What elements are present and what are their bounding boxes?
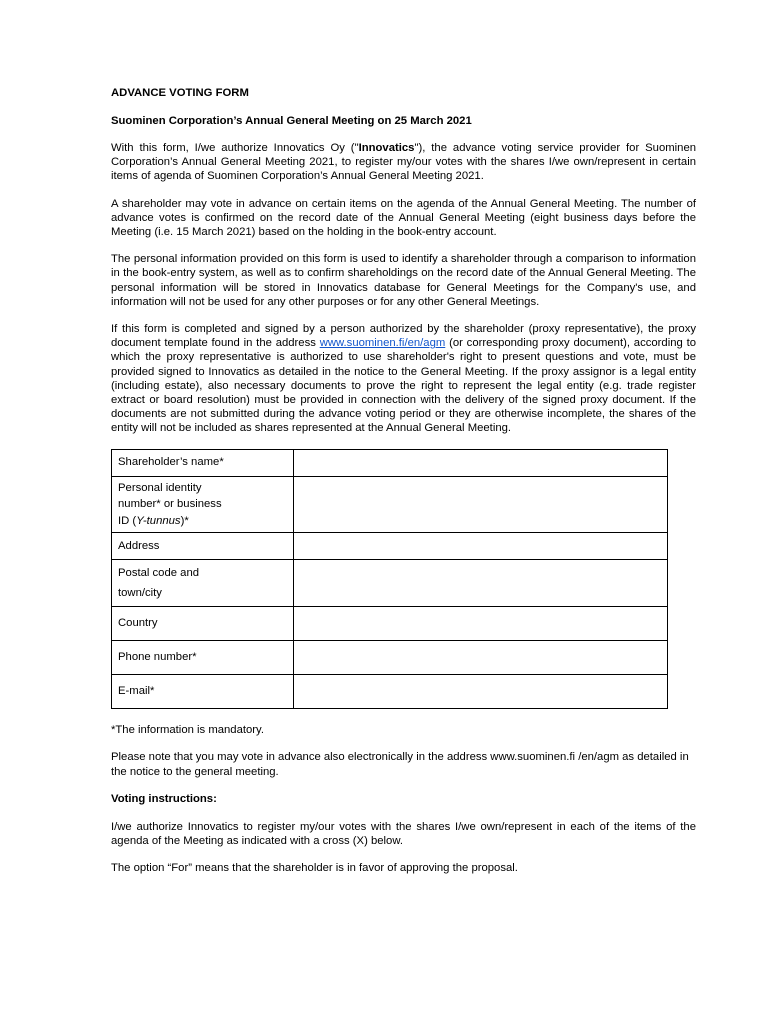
personal-info-paragraph: The personal information provided on this form is used to identify a shareholder through a comparison to information in the book-entry system, as well as to confirm shareholdings on the record date of the Annual General Meeting. The personal information will be stored in Innovatics database for General Meetings for the Company's use, and information will not be used for any other purposes or for any other General Meetings. — [111, 253, 696, 308]
agm-link[interactable]: www.suominen.fi/en/agm — [319, 337, 446, 350]
form-title: ADVANCE VOTING FORM — [111, 87, 249, 99]
option-for-paragraph: The option “For” means that the shareholder is in favor of approving the proposal. — [111, 862, 518, 875]
meeting-subtitle: Suominen Corporation’s Annual General Meeting on 25 March 2021 — [111, 115, 472, 127]
postal-code-field[interactable] — [294, 560, 668, 607]
advance-vote-paragraph: A shareholder may vote in advance on certain items on the agenda of the Annual General Meeting. The number of advance votes is confirmed on the record date of the Annual General Meeting (eight business days before the Meeting (i.e. 15 March 2021) based on the holding in the book-entry account. — [111, 197, 696, 239]
table-row — [112, 449, 668, 476]
mandatory-note: *The information is mandatory. — [111, 724, 264, 737]
email-label: E-mail* — [112, 675, 294, 709]
personal-id-field[interactable] — [294, 476, 668, 533]
table-row — [112, 560, 668, 607]
address-label: Address — [112, 533, 294, 560]
phone-field[interactable] — [294, 641, 668, 675]
table-row — [112, 607, 668, 641]
country-field[interactable] — [294, 607, 668, 641]
address-field[interactable] — [294, 533, 668, 560]
shareholder-info-table — [111, 449, 668, 710]
shareholder-name-label: Shareholder’s name* — [112, 449, 294, 476]
email-field[interactable] — [294, 675, 668, 709]
voting-instructions-paragraph: I/we authorize Innovatics to register my/our votes with the shares I/we own/represent in each of the items of the agenda of the Meeting as indicated with a cross (X) below. — [111, 820, 696, 848]
authorization-paragraph: With this form, I/we authorize Innovatics Oy ("Innovatics"), the advance voting service provider for Suominen Corporation’s Annual General Meeting 2021, to register my/our votes with the shares I/we own/represent in certain items of agenda of Suominen Corporation’s Annual General Meeting 2021. — [111, 142, 697, 183]
table-row — [112, 641, 668, 675]
proxy-paragraph: If this form is completed and signed by a person authorized by the shareholder (proxy representative), the proxy document template found in the address www.suominen.fi/en/agm (or corresponding proxy document), according to which the proxy representative is authorized to use shareholder's right to present questions and vote, must be provided signed to Innovatics as detailed in the notice to the General Meeting. If the proxy assignor is a legal entity (including estate), also necessary documents to prove the right to represent the legal entity (e.g. trade register extract or board resolution) must be provided in connection with the delivery of the signed proxy document. If the documents are not submitted during the advance voting period or they are otherwise incomplete, the shares of the entity will not be included as shares represented at the Annual General Meeting. — [111, 323, 696, 435]
voting-instructions-heading: Voting instructions: — [111, 792, 217, 805]
postal-code-label: Postal code and town/city — [112, 560, 294, 607]
country-label: Country — [112, 607, 294, 641]
shareholder-name-field[interactable] — [294, 449, 668, 476]
form-content — [111, 86, 696, 889]
electronic-voting-note: Please note that you may vote in advance also electronically in the address www.suominen.fi /en/agm as detailed in the notice to the general meeting. — [111, 751, 689, 778]
personal-id-label: Personal identity number* or business ID (Y-tunnus)* — [112, 476, 294, 533]
innovatics-bold: Innovatics — [358, 142, 415, 154]
table-row — [112, 476, 668, 533]
table-row — [112, 675, 668, 709]
phone-label: Phone number* — [112, 641, 294, 675]
table-row — [112, 533, 668, 560]
